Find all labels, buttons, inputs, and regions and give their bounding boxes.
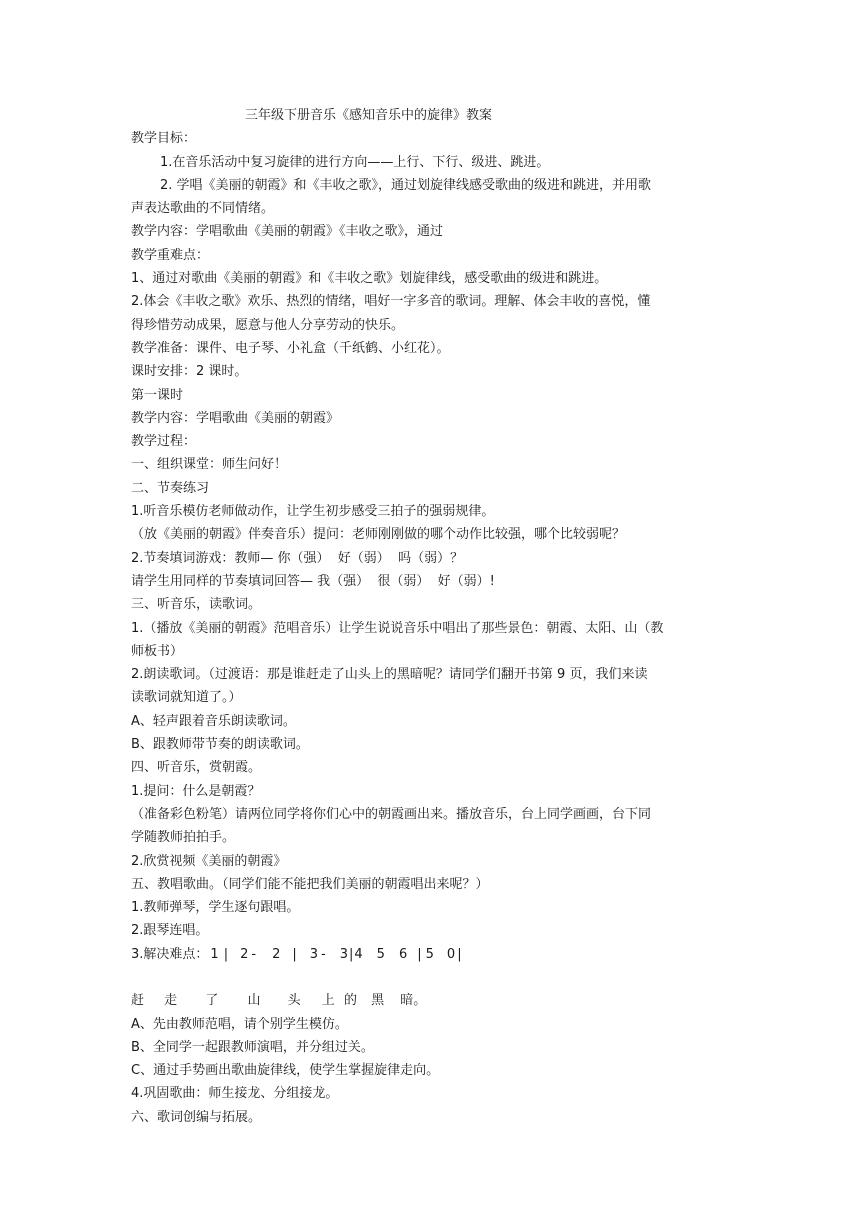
document-body <box>131 104 741 1129</box>
step-1: 一、组织课堂：师生问好！ <box>131 457 288 473</box>
step-5-b: B、全同学一起跟教师演唱，并分组过关。 <box>131 1039 374 1055</box>
step-5-1: 1.教师弹琴，学生逐句跟唱。 <box>131 900 300 916</box>
step-5-2: 2.跟琴连唱。 <box>131 923 209 939</box>
objective-2-line-2: 声表达歌曲的不同情绪。 <box>131 201 275 217</box>
step-2: 二、节奏练习 <box>131 480 210 496</box>
notation-bar: | <box>223 946 229 962</box>
music-notation-line <box>131 943 741 966</box>
lyric-char: 暗。 <box>400 993 427 1009</box>
notation-note: 0 <box>446 946 456 962</box>
step-5-4: 4.巩固歌曲：师生接龙、分组接龙。 <box>131 1086 339 1102</box>
notation-note: 3 <box>339 946 348 962</box>
lyric-char: 头 <box>287 993 301 1009</box>
notation-note: 1 <box>210 946 219 962</box>
notation-note: 5 <box>376 946 385 962</box>
notation-note: 6 <box>398 946 408 962</box>
step-3-2-line-2: 读歌词就知道了。） <box>131 690 242 706</box>
step-3: 三、听音乐，读歌词。 <box>131 597 262 613</box>
notation-note: 2 <box>272 946 281 962</box>
step-5-3-label: 3.解决难点： <box>131 946 209 962</box>
lyrics-line <box>131 989 741 1012</box>
notation-note: 3 <box>309 946 319 962</box>
step-3-a: A、轻声跟着音乐朗读歌词。 <box>131 713 296 729</box>
step-2-2: 2.节奏填词游戏：教师— 你（强） 好（弱） 吗（弱）？ <box>131 550 464 566</box>
lyric-char: 走 <box>164 993 178 1009</box>
teaching-preparation: 教学准备：课件、电子琴、小礼盒（千纸鹤、小红花）。 <box>131 340 450 356</box>
step-2-2-reply: 请学生用同样的节奏填词回答— 我（强） 很（弱） 好（弱）! <box>131 573 495 589</box>
step-2-1: 1.听音乐模仿老师做动作，让学生初步感受三拍子的强弱规律。 <box>131 504 495 520</box>
notation-dash: - <box>251 946 257 962</box>
blank-line <box>131 966 741 989</box>
notation-dash: - <box>321 946 326 962</box>
lyric-char: 的 <box>343 993 357 1009</box>
step-6: 六、歌词创编与拓展。 <box>131 1109 262 1125</box>
key-points-heading: 教学重难点： <box>131 247 210 263</box>
objectives-heading: 教学目标： <box>131 131 197 147</box>
lesson-1-content: 教学内容：学唱歌曲《美丽的朝霞》 <box>131 410 340 426</box>
lyric-char: 上 <box>321 993 335 1009</box>
notation-bar: | <box>457 946 462 962</box>
key-point-2-line-2: 得珍惜劳动成果，愿意与他人分享劳动的快乐。 <box>131 317 405 333</box>
notation-bar: | <box>292 946 297 962</box>
class-schedule: 课时安排：2 课时。 <box>131 364 248 380</box>
step-4-1-note-line-1: （准备彩色粉笔）请两位同学将你们心中的朝霞画出来。播放音乐，台上同学画画，台下同 <box>131 806 652 822</box>
step-3-2-line-1: 2.朗读歌词。（过渡语：那是谁赶走了山头上的黑暗呢？请同学们翻开书第 9 页，我们来读 <box>131 667 648 683</box>
lyric-char: 赶 <box>131 993 145 1009</box>
lyric-char: 黑 <box>371 993 385 1009</box>
step-4-1: 1.提问：什么是朝霞？ <box>131 783 261 799</box>
step-3-1-line-2: 师板书） <box>131 643 184 659</box>
notation-bar: | <box>417 946 422 962</box>
step-5: 五、教唱歌曲。（同学们能不能把我们美丽的朝霞唱出来呢？） <box>131 876 489 892</box>
page-title: 三年级下册音乐《感知音乐中的旋律》教案 <box>245 108 493 123</box>
notation-note: 5 <box>425 946 434 962</box>
key-point-2-line-1: 2.体会《丰收之歌》欢乐、热烈的情绪，唱好一字多音的歌词。理解、体会丰收的喜悦，懂 <box>131 294 651 310</box>
step-3-b: B、跟教师带节奏的朗读歌词。 <box>131 737 309 753</box>
lesson-1-heading: 第一课时 <box>131 387 184 403</box>
process-heading: 教学过程： <box>131 434 197 450</box>
step-2-1-note: （放《美丽的朝霞》伴奏音乐）提问：老师刚刚做的哪个动作比较强，哪个比较弱呢？ <box>131 527 626 543</box>
step-4-1-note-line-2: 学随教师拍拍手。 <box>131 830 236 846</box>
step-4-2: 2.欣赏视频《美丽的朝霞》 <box>131 853 287 869</box>
step-4: 四、听音乐，赏朝霞。 <box>131 760 262 776</box>
notation-note: 2 <box>240 946 249 962</box>
lyric-char: 了 <box>205 993 219 1009</box>
notation-note: 4 <box>354 946 363 962</box>
key-point-1: 1、通过对歌曲《美丽的朝霞》和《丰收之歌》划旋律线，感受歌曲的级进和跳进。 <box>131 271 608 287</box>
lyric-char: 山 <box>247 993 261 1009</box>
objective-2-line-1: 2. 学唱《美丽的朝霞》和《丰收之歌》，通过划旋律线感受歌曲的级进和跳进，并用歌 <box>160 177 652 193</box>
teaching-content: 教学内容：学唱歌曲《美丽的朝霞》《丰收之歌》，通过 <box>131 224 444 240</box>
step-3-1-line-1: 1.（播放《美丽的朝霞》范唱音乐）让学生说说音乐中唱出了那些景色：朝霞、太阳、山（教 <box>131 620 664 636</box>
notation-bar: | <box>349 946 354 962</box>
step-5-a: A、先由教师范唱，请个别学生模仿。 <box>131 1016 348 1032</box>
objective-1: 1.在音乐活动中复习旋律的进行方向——上行、下行、级进、跳进。 <box>160 154 550 170</box>
step-5-c: C、通过手势画出歌曲旋律线，使学生掌握旋律走向。 <box>131 1063 440 1079</box>
